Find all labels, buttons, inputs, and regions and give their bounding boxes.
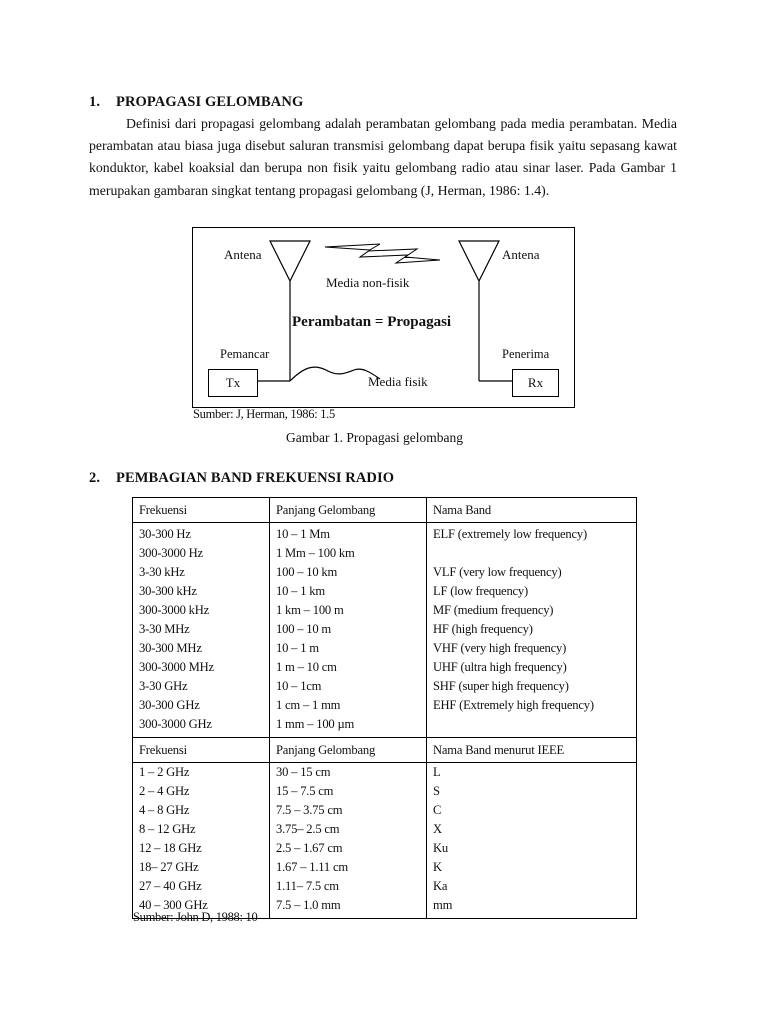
table2-nama-column bbox=[427, 763, 637, 919]
table1-nama-column bbox=[427, 523, 637, 738]
table-cell: 18– 27 GHz bbox=[139, 860, 199, 874]
table-cell: 1 – 2 GHz bbox=[139, 765, 190, 779]
section1-paragraph: Definisi dari propagasi gelombang adalah perambatan gelombang pada media perambatan. Media perambatan atau biasa juga disebut saluran transmisi gelombang dapat berupa fisik yaitu sepasang kawat konduktor, kabel koaksial dan berupa non fisik yaitu gelombang radio atau sinar laser. Pada Gambar 1 merupakan gambaran singkat tentang propagasi gelombang (J, Herman, 1986: 1.4). bbox=[89, 116, 677, 198]
table-cell: 10 – 1 km bbox=[276, 584, 325, 598]
table-cell: 27 – 40 GHz bbox=[139, 879, 202, 893]
table-cell: 100 – 10 m bbox=[276, 622, 332, 636]
table-cell: 1 Mm – 100 km bbox=[276, 546, 355, 560]
table-cell: 8 – 12 GHz bbox=[139, 822, 196, 836]
left-antenna-icon bbox=[270, 241, 310, 281]
table-cell: 100 – 10 km bbox=[276, 565, 338, 579]
table-cell: 1 cm – 1 mm bbox=[276, 698, 341, 712]
table1-panjang-column bbox=[270, 523, 427, 738]
table-cell: K bbox=[433, 860, 442, 874]
table-cell: VHF (very high frequency) bbox=[433, 641, 567, 655]
table-cell: 1 km – 100 m bbox=[276, 603, 344, 617]
table-cell: Ku bbox=[433, 841, 448, 855]
figure1-diagram bbox=[192, 227, 575, 408]
table-cell: 1.67 – 1.11 cm bbox=[276, 860, 348, 874]
table-cell: MF (medium frequency) bbox=[433, 603, 554, 617]
table1-header-row bbox=[133, 498, 637, 523]
rx-box: Rx bbox=[512, 369, 559, 397]
pemancar-label: Pemancar bbox=[220, 347, 270, 361]
table-cell: 1 m – 10 cm bbox=[276, 660, 337, 674]
table-cell: 300-3000 GHz bbox=[139, 717, 212, 731]
table-cell: 7.5 – 1.0 mm bbox=[276, 898, 341, 912]
table2-header-panjang: Panjang Gelombang bbox=[270, 738, 427, 763]
table-cell: 300-3000 Hz bbox=[139, 546, 203, 560]
table1-body-row bbox=[133, 523, 637, 738]
table-cell: 300-3000 kHz bbox=[139, 603, 210, 617]
section1-number: 1. bbox=[89, 94, 101, 110]
table2-panjang-column bbox=[270, 763, 427, 919]
table-cell: S bbox=[433, 784, 440, 798]
table-cell: SHF (super high frequency) bbox=[433, 679, 569, 693]
table-cell: HF (high frequency) bbox=[433, 622, 533, 636]
table-cell: 10 – 1 m bbox=[276, 641, 319, 655]
table-cell: 30-300 kHz bbox=[139, 584, 197, 598]
frequency-band-table bbox=[132, 497, 637, 919]
table-cell: 3.75– 2.5 cm bbox=[276, 822, 340, 836]
propagation-title: Perambatan = Propagasi bbox=[292, 314, 452, 330]
table1-header-frekuensi: Frekuensi bbox=[133, 498, 270, 523]
table2-frekuensi-column bbox=[133, 763, 270, 919]
media-nonfisik-label: Media non-fisik bbox=[326, 275, 410, 290]
table2-header-nama: Nama Band menurut IEEE bbox=[427, 738, 637, 763]
section1-title: PROPAGASI GELOMBANG bbox=[116, 94, 304, 110]
table-cell bbox=[433, 544, 630, 563]
table-cell: 7.5 – 3.75 cm bbox=[276, 803, 343, 817]
table-cell: 40 – 300 GHz bbox=[139, 898, 208, 912]
antenna-right-label: Antena bbox=[502, 247, 540, 262]
section2-title: PEMBAGIAN BAND FREKUENSI RADIO bbox=[116, 470, 395, 486]
figure1-source: Sumber: J, Herman, 1986: 1.5 bbox=[193, 407, 335, 421]
table-cell: 10 – 1 Mm bbox=[276, 527, 330, 541]
figure1-caption: Gambar 1. Propagasi gelombang bbox=[286, 430, 463, 445]
table-cell: VLF (very low frequency) bbox=[433, 565, 562, 579]
table1-frekuensi-column bbox=[133, 523, 270, 738]
table-cell: 30-300 Hz bbox=[139, 527, 191, 541]
table-cell: mm bbox=[433, 898, 453, 912]
table2-header-row bbox=[133, 738, 637, 763]
antenna-left-label: Antena bbox=[224, 247, 262, 262]
section1-heading bbox=[89, 94, 303, 111]
cable-wave-icon bbox=[290, 367, 380, 381]
table-cell: LF (low frequency) bbox=[433, 584, 529, 598]
table-cell: EHF (Extremely high frequency) bbox=[433, 698, 594, 712]
section2-number: 2. bbox=[89, 470, 101, 486]
table-cell: 2.5 – 1.67 cm bbox=[276, 841, 343, 855]
table-cell bbox=[433, 715, 630, 734]
table-cell: Ka bbox=[433, 879, 448, 893]
table-cell: 3-30 MHz bbox=[139, 622, 190, 636]
section2-heading bbox=[89, 470, 394, 487]
table1-header-nama: Nama Band bbox=[427, 498, 637, 523]
table-cell: 4 – 8 GHz bbox=[139, 803, 190, 817]
table-cell: 12 – 18 GHz bbox=[139, 841, 202, 855]
table-cell: 10 – 1cm bbox=[276, 679, 322, 693]
table-cell: ELF (extremely low frequency) bbox=[433, 527, 588, 541]
table1-header-panjang: Panjang Gelombang bbox=[270, 498, 427, 523]
tx-box: Tx bbox=[208, 369, 258, 397]
table-cell: 3-30 kHz bbox=[139, 565, 185, 579]
table-cell: C bbox=[433, 803, 442, 817]
media-fisik-label: Media fisik bbox=[368, 374, 428, 389]
table-cell: UHF (ultra high frequency) bbox=[433, 660, 567, 674]
lightning-bolt-icon bbox=[325, 244, 440, 263]
table2-body-row bbox=[133, 763, 637, 919]
table-source: Sumber: John D, 1988: 10 bbox=[133, 910, 258, 924]
table-cell: 1 mm – 100 µm bbox=[276, 717, 355, 731]
table-cell: 300-3000 MHz bbox=[139, 660, 214, 674]
table-cell: 30-300 GHz bbox=[139, 698, 200, 712]
penerima-label: Penerima bbox=[502, 347, 550, 361]
table-cell: 30-300 MHz bbox=[139, 641, 202, 655]
table-cell: 30 – 15 cm bbox=[276, 765, 331, 779]
table-cell: L bbox=[433, 765, 441, 779]
table-cell: 3-30 GHz bbox=[139, 679, 188, 693]
table-cell: 2 – 4 GHz bbox=[139, 784, 190, 798]
table-cell: X bbox=[433, 822, 442, 836]
table2-header-frekuensi: Frekuensi bbox=[133, 738, 270, 763]
right-antenna-icon bbox=[459, 241, 499, 281]
table-cell: 1.11– 7.5 cm bbox=[276, 879, 339, 893]
table-cell: 15 – 7.5 cm bbox=[276, 784, 334, 798]
